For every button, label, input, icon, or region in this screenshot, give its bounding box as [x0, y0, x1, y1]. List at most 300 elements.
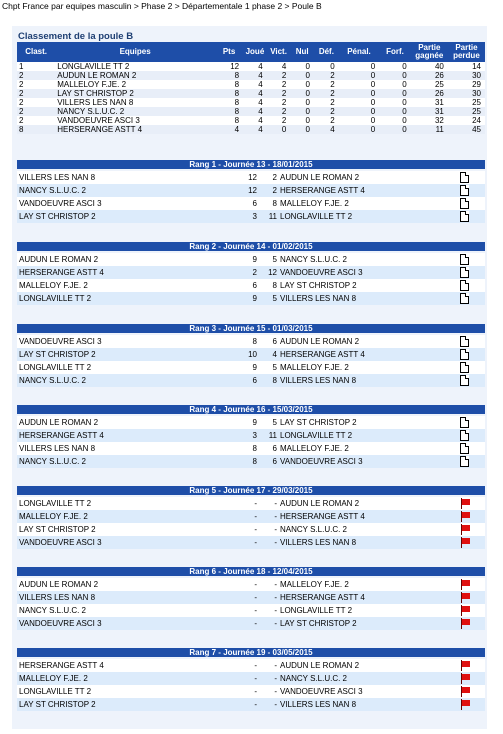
- match-row: [17, 416, 485, 429]
- standings-cell: 32: [411, 116, 448, 125]
- document-icon[interactable]: [460, 375, 469, 386]
- home-team[interactable]: LAY ST CHRISTOP 2: [17, 523, 182, 536]
- standings-cell: 0: [379, 89, 411, 98]
- standings-row: [17, 62, 485, 71]
- standings-cell: 30: [448, 71, 485, 80]
- home-score: -: [182, 659, 259, 672]
- home-team[interactable]: NANCY S.L.U.C. 2: [17, 455, 182, 468]
- home-team[interactable]: LAY ST CHRISTOP 2: [17, 698, 182, 711]
- standings-cell: 0: [290, 125, 314, 134]
- match-row: [17, 292, 485, 305]
- home-team[interactable]: VILLERS LES NAN 8: [17, 442, 182, 455]
- standings-cell: 8: [215, 71, 243, 80]
- match-row: [17, 659, 485, 672]
- match-action-cell: [460, 374, 485, 387]
- standings-cell: 0: [339, 98, 380, 107]
- away-score: -: [259, 672, 280, 685]
- home-score: -: [182, 578, 259, 591]
- document-icon[interactable]: [460, 198, 469, 209]
- away-team[interactable]: VANDOEUVRE ASCI 3: [280, 685, 460, 698]
- home-score: 9: [182, 253, 259, 266]
- standings-cell: 25: [411, 80, 448, 89]
- team-link[interactable]: LAY ST CHRISTOP 2: [55, 89, 215, 98]
- standings-cell: 2: [314, 80, 339, 89]
- standings-cell: 25: [448, 98, 485, 107]
- standings-cell: 4: [243, 80, 267, 89]
- match-row: [17, 348, 485, 361]
- match-action-cell: [460, 416, 485, 429]
- match-action-cell: [460, 604, 485, 617]
- home-score: 10: [182, 348, 259, 361]
- home-team[interactable]: AUDUN LE ROMAN 2: [17, 416, 182, 429]
- standings-cell: 8: [215, 80, 243, 89]
- standings-row: [17, 107, 485, 116]
- home-score: -: [182, 536, 259, 549]
- document-icon[interactable]: [460, 185, 469, 196]
- standings-cell: 0: [379, 107, 411, 116]
- away-team[interactable]: LONGLAVILLE TT 2: [280, 210, 460, 223]
- match-row: [17, 578, 485, 591]
- standings-cell: 4: [243, 116, 267, 125]
- away-team[interactable]: MALLELOY F.JE. 2: [280, 197, 460, 210]
- standings-cell: 0: [290, 62, 314, 71]
- home-score: -: [182, 685, 259, 698]
- red-flag-icon[interactable]: [460, 686, 470, 697]
- round-matches-table: [17, 416, 485, 468]
- document-icon[interactable]: [460, 417, 469, 428]
- red-flag-icon[interactable]: [460, 673, 470, 684]
- standings-cell: 31: [411, 98, 448, 107]
- away-team[interactable]: MALLELOY F.JE. 2: [280, 442, 460, 455]
- document-icon[interactable]: [460, 211, 469, 222]
- standings-cell: 2: [314, 116, 339, 125]
- home-score: 9: [182, 292, 259, 305]
- red-flag-icon[interactable]: [460, 498, 470, 509]
- standings-cell: 0: [290, 89, 314, 98]
- home-score: -: [182, 604, 259, 617]
- match-action-cell: [460, 197, 485, 210]
- away-team[interactable]: NANCY S.L.U.C. 2: [280, 523, 460, 536]
- home-score: 9: [182, 361, 259, 374]
- away-score: 2: [259, 171, 280, 184]
- col-nul[interactable]: Nul: [290, 42, 314, 62]
- col-forf[interactable]: Forf.: [379, 42, 411, 62]
- col-def[interactable]: Déf.: [314, 42, 339, 62]
- standings-cell: 2: [267, 116, 291, 125]
- col-joue[interactable]: Joué: [243, 42, 267, 62]
- standings-cell: 1: [17, 62, 55, 71]
- away-score: 4: [259, 348, 280, 361]
- home-score: -: [182, 523, 259, 536]
- home-team[interactable]: LAY ST CHRISTOP 2: [17, 348, 182, 361]
- standings-cell: 2: [267, 98, 291, 107]
- match-action-cell: [460, 523, 485, 536]
- match-action-cell: [460, 442, 485, 455]
- document-icon[interactable]: [460, 336, 469, 347]
- home-score: 12: [182, 171, 259, 184]
- col-pts[interactable]: Pts: [215, 42, 243, 62]
- away-score: -: [259, 578, 280, 591]
- standings-cell: 2: [314, 71, 339, 80]
- document-icon[interactable]: [460, 293, 469, 304]
- home-team[interactable]: NANCY S.L.U.C. 2: [17, 374, 182, 387]
- standings-cell: 8: [215, 116, 243, 125]
- home-team[interactable]: LAY ST CHRISTOP 2: [17, 210, 182, 223]
- standings-cell: 2: [17, 71, 55, 80]
- standings-cell: 29: [448, 80, 485, 89]
- match-row: [17, 184, 485, 197]
- match-action-cell: [460, 279, 485, 292]
- match-action-cell: [460, 184, 485, 197]
- home-team[interactable]: VILLERS LES NAN 8: [17, 591, 182, 604]
- home-team[interactable]: NANCY S.L.U.C. 2: [17, 604, 182, 617]
- home-score: -: [182, 672, 259, 685]
- away-team[interactable]: VILLERS LES NAN 8: [280, 536, 460, 549]
- away-team[interactable]: AUDUN LE ROMAN 2: [280, 659, 460, 672]
- standings-cell: 14: [448, 62, 485, 71]
- away-score: 5: [259, 416, 280, 429]
- document-icon[interactable]: [460, 349, 469, 360]
- home-score: 8: [182, 335, 259, 348]
- away-score: 11: [259, 429, 280, 442]
- standings-cell: 8: [215, 107, 243, 116]
- standings-cell: 12: [215, 62, 243, 71]
- standings-cell: 26: [411, 71, 448, 80]
- away-team[interactable]: LONGLAVILLE TT 2: [280, 604, 460, 617]
- away-team[interactable]: MALLELOY F.JE. 2: [280, 361, 460, 374]
- home-team[interactable]: MALLELOY F.JE. 2: [17, 510, 182, 523]
- round-header: Rang 1 - Journée 13 - 18/01/2015: [17, 160, 485, 169]
- match-action-cell: [460, 266, 485, 279]
- away-team[interactable]: HERSERANGE ASTT 4: [280, 184, 460, 197]
- away-score: 6: [259, 335, 280, 348]
- home-score: -: [182, 510, 259, 523]
- document-icon[interactable]: [460, 456, 469, 467]
- home-team[interactable]: LONGLAVILLE TT 2: [17, 361, 182, 374]
- home-score: 6: [182, 374, 259, 387]
- standings-cell: 4: [243, 62, 267, 71]
- away-team[interactable]: NANCY S.L.U.C. 2: [280, 672, 460, 685]
- match-row: [17, 171, 485, 184]
- team-link[interactable]: MALLELOY F.JE. 2: [55, 80, 215, 89]
- home-team[interactable]: HERSERANGE ASTT 4: [17, 429, 182, 442]
- standings-cell: 4: [314, 125, 339, 134]
- home-team[interactable]: HERSERANGE ASTT 4: [17, 266, 182, 279]
- match-row: [17, 197, 485, 210]
- match-action-cell: [460, 672, 485, 685]
- away-team[interactable]: VANDOEUVRE ASCI 3: [280, 455, 460, 468]
- team-link[interactable]: NANCY S.L.U.C. 2: [55, 107, 215, 116]
- away-score: 6: [259, 442, 280, 455]
- standings-cell: 0: [339, 71, 380, 80]
- red-flag-icon[interactable]: [460, 618, 470, 629]
- match-row: [17, 617, 485, 630]
- standings-row: [17, 89, 485, 98]
- home-team[interactable]: LONGLAVILLE TT 2: [17, 497, 182, 510]
- away-team[interactable]: LONGLAVILLE TT 2: [280, 429, 460, 442]
- red-flag-icon[interactable]: [460, 592, 470, 603]
- standings-cell: 0: [379, 98, 411, 107]
- document-icon[interactable]: [460, 254, 469, 265]
- home-team[interactable]: AUDUN LE ROMAN 2: [17, 578, 182, 591]
- flag-cloth: [462, 606, 470, 612]
- away-team[interactable]: LAY ST CHRISTOP 2: [280, 617, 460, 630]
- away-score: -: [259, 698, 280, 711]
- match-row: [17, 253, 485, 266]
- away-team[interactable]: HERSERANGE ASTT 4: [280, 348, 460, 361]
- match-action-cell: [460, 591, 485, 604]
- home-team[interactable]: VANDOEUVRE ASCI 3: [17, 617, 182, 630]
- match-row: [17, 429, 485, 442]
- home-team[interactable]: VANDOEUVRE ASCI 3: [17, 197, 182, 210]
- standings-cell: 11: [411, 125, 448, 134]
- away-score: -: [259, 497, 280, 510]
- col-penal[interactable]: Pénal.: [339, 42, 380, 62]
- home-team[interactable]: NANCY S.L.U.C. 2: [17, 184, 182, 197]
- away-team[interactable]: VILLERS LES NAN 8: [280, 698, 460, 711]
- standings-cell: 2: [267, 71, 291, 80]
- standings-cell: 2: [267, 80, 291, 89]
- home-score: -: [182, 617, 259, 630]
- standings-cell: 2: [267, 107, 291, 116]
- away-score: 11: [259, 210, 280, 223]
- col-equipes[interactable]: Equipes: [55, 42, 215, 62]
- col-clast[interactable]: Clast.: [17, 42, 55, 62]
- standings-cell: 2: [17, 80, 55, 89]
- standings-cell: 4: [267, 62, 291, 71]
- away-team[interactable]: AUDUN LE ROMAN 2: [280, 171, 460, 184]
- match-action-cell: [460, 578, 485, 591]
- match-action-cell: [460, 292, 485, 305]
- home-team[interactable]: HERSERANGE ASTT 4: [17, 659, 182, 672]
- match-action-cell: [460, 510, 485, 523]
- home-score: 9: [182, 416, 259, 429]
- standings-table: [17, 42, 485, 134]
- document-icon[interactable]: [460, 280, 469, 291]
- away-team[interactable]: VILLERS LES NAN 8: [280, 292, 460, 305]
- round-matches-table: [17, 253, 485, 305]
- away-score: -: [259, 536, 280, 549]
- away-team[interactable]: AUDUN LE ROMAN 2: [280, 335, 460, 348]
- away-team[interactable]: MALLELOY F.JE. 2: [280, 578, 460, 591]
- round-header: Rang 2 - Journée 14 - 01/02/2015: [17, 242, 485, 251]
- team-link[interactable]: LONGLAVILLE TT 2: [55, 62, 215, 71]
- round-matches-table: [17, 659, 485, 711]
- home-score: 12: [182, 184, 259, 197]
- standings-cell: 0: [339, 62, 380, 71]
- round-header: Rang 4 - Journée 16 - 15/03/2015: [17, 405, 485, 414]
- standings-cell: 45: [448, 125, 485, 134]
- standings-cell: 0: [314, 62, 339, 71]
- round-header: Rang 6 - Journée 18 - 12/04/2015: [17, 567, 485, 576]
- flag-cloth: [462, 593, 470, 599]
- away-team[interactable]: HERSERANGE ASTT 4: [280, 591, 460, 604]
- home-score: -: [182, 698, 259, 711]
- home-score: 2: [182, 266, 259, 279]
- match-row: [17, 442, 485, 455]
- standings-cell: 2: [17, 107, 55, 116]
- home-team[interactable]: VANDOEUVRE ASCI 3: [17, 335, 182, 348]
- flag-cloth: [462, 512, 470, 518]
- document-icon[interactable]: [460, 172, 469, 183]
- match-action-cell: [460, 361, 485, 374]
- standings-cell: 2: [314, 89, 339, 98]
- match-row: [17, 455, 485, 468]
- team-link[interactable]: VANDOEUVRE ASCI 3: [55, 116, 215, 125]
- away-team[interactable]: LAY ST CHRISTOP 2: [280, 416, 460, 429]
- home-team[interactable]: AUDUN LE ROMAN 2: [17, 253, 182, 266]
- col-partie-perdue[interactable]: Partie perdue: [448, 42, 485, 62]
- round-header: Rang 3 - Journée 15 - 01/03/2015: [17, 324, 485, 333]
- match-action-cell: [460, 536, 485, 549]
- standings-cell: 26: [411, 89, 448, 98]
- home-score: -: [182, 497, 259, 510]
- standings-cell: 31: [411, 107, 448, 116]
- standings-cell: 2: [314, 98, 339, 107]
- standings-cell: 8: [215, 89, 243, 98]
- flag-cloth: [462, 525, 470, 531]
- away-score: -: [259, 659, 280, 672]
- home-team[interactable]: LONGLAVILLE TT 2: [17, 292, 182, 305]
- away-team[interactable]: LAY ST CHRISTOP 2: [280, 279, 460, 292]
- col-partie-gagnee[interactable]: Partie gagnée: [411, 42, 448, 62]
- team-link[interactable]: HERSERANGE ASTT 4: [55, 125, 215, 134]
- match-action-cell: [460, 335, 485, 348]
- standings-cell: 4: [243, 98, 267, 107]
- away-score: -: [259, 685, 280, 698]
- match-row: [17, 361, 485, 374]
- document-icon[interactable]: [460, 362, 469, 373]
- away-score: 2: [259, 184, 280, 197]
- away-score: 5: [259, 253, 280, 266]
- standings-cell: 0: [379, 125, 411, 134]
- away-score: -: [259, 617, 280, 630]
- match-row: [17, 279, 485, 292]
- standings-cell: 0: [290, 107, 314, 116]
- match-row: [17, 497, 485, 510]
- standings-cell: 0: [339, 107, 380, 116]
- away-team[interactable]: HERSERANGE ASTT 4: [280, 510, 460, 523]
- away-team[interactable]: VILLERS LES NAN 8: [280, 374, 460, 387]
- standings-header-row: [17, 42, 485, 62]
- home-score: 6: [182, 197, 259, 210]
- red-flag-icon[interactable]: [460, 524, 470, 535]
- team-link[interactable]: AUDUN LE ROMAN 2: [55, 71, 215, 80]
- match-action-cell: [460, 171, 485, 184]
- round-matches-table: [17, 335, 485, 387]
- away-score: 5: [259, 361, 280, 374]
- standings-cell: 0: [379, 71, 411, 80]
- home-team[interactable]: LONGLAVILLE TT 2: [17, 685, 182, 698]
- standings-cell: 0: [379, 62, 411, 71]
- standings-cell: 24: [448, 116, 485, 125]
- away-team[interactable]: NANCY S.L.U.C. 2: [280, 253, 460, 266]
- standings-cell: 0: [290, 71, 314, 80]
- standings-row: [17, 125, 485, 134]
- match-action-cell: [460, 429, 485, 442]
- standings-cell: 2: [17, 116, 55, 125]
- standings-cell: 0: [339, 125, 380, 134]
- flag-cloth: [462, 661, 470, 667]
- match-row: [17, 523, 485, 536]
- team-link[interactable]: VILLERS LES NAN 8: [55, 98, 215, 107]
- red-flag-icon[interactable]: [460, 660, 470, 671]
- standings-cell: 30: [448, 89, 485, 98]
- match-row: [17, 698, 485, 711]
- away-team[interactable]: AUDUN LE ROMAN 2: [280, 497, 460, 510]
- away-score: 8: [259, 374, 280, 387]
- round-header: Rang 5 - Journée 17 - 29/03/2015: [17, 486, 485, 495]
- standings-cell: 8: [17, 125, 55, 134]
- standings-cell: 0: [339, 116, 380, 125]
- standings-cell: 0: [339, 89, 380, 98]
- col-vict[interactable]: Vict.: [267, 42, 291, 62]
- away-score: 8: [259, 279, 280, 292]
- round-header: Rang 7 - Journée 19 - 03/05/2015: [17, 648, 485, 657]
- flag-cloth: [462, 700, 470, 706]
- home-score: 3: [182, 210, 259, 223]
- standings-cell: 0: [379, 80, 411, 89]
- flag-cloth: [462, 687, 470, 693]
- standings-cell: 40: [411, 62, 448, 71]
- home-score: 8: [182, 455, 259, 468]
- home-score: 3: [182, 429, 259, 442]
- red-flag-icon[interactable]: [460, 537, 470, 548]
- standings-row: [17, 98, 485, 107]
- standings-cell: 4: [243, 125, 267, 134]
- match-action-cell: [460, 617, 485, 630]
- away-score: -: [259, 591, 280, 604]
- home-team[interactable]: MALLELOY F.JE. 2: [17, 672, 182, 685]
- document-icon[interactable]: [460, 267, 469, 278]
- flag-cloth: [462, 674, 470, 680]
- home-team[interactable]: VANDOEUVRE ASCI 3: [17, 536, 182, 549]
- document-icon[interactable]: [460, 443, 469, 454]
- standings-cell: 2: [267, 89, 291, 98]
- match-action-cell: [460, 497, 485, 510]
- red-flag-icon[interactable]: [460, 511, 470, 522]
- standings-cell: 2: [17, 89, 55, 98]
- breadcrumb: Chpt France par equipes masculin > Phase 2 > Départementale 1 phase 2 > Poule B: [2, 1, 322, 11]
- red-flag-icon[interactable]: [460, 579, 470, 590]
- away-team[interactable]: VANDOEUVRE ASCI 3: [280, 266, 460, 279]
- flag-cloth: [462, 538, 470, 544]
- match-row: [17, 335, 485, 348]
- standings-cell: 0: [290, 98, 314, 107]
- home-team[interactable]: MALLELOY F.JE. 2: [17, 279, 182, 292]
- match-action-cell: [460, 210, 485, 223]
- standings-cell: 0: [339, 80, 380, 89]
- standings-cell: 2: [17, 98, 55, 107]
- flag-cloth: [462, 619, 470, 625]
- flag-cloth: [462, 499, 470, 505]
- match-action-cell: [460, 253, 485, 266]
- document-icon[interactable]: [460, 430, 469, 441]
- standings-title: Classement de la poule B: [18, 31, 134, 42]
- home-team[interactable]: VILLERS LES NAN 8: [17, 171, 182, 184]
- away-score: -: [259, 510, 280, 523]
- match-row: [17, 210, 485, 223]
- match-row: [17, 510, 485, 523]
- standings-cell: 4: [243, 71, 267, 80]
- away-score: 5: [259, 292, 280, 305]
- round-matches-table: [17, 497, 485, 549]
- standings-cell: 2: [314, 107, 339, 116]
- red-flag-icon[interactable]: [460, 699, 470, 710]
- match-action-cell: [460, 348, 485, 361]
- match-action-cell: [460, 455, 485, 468]
- red-flag-icon[interactable]: [460, 605, 470, 616]
